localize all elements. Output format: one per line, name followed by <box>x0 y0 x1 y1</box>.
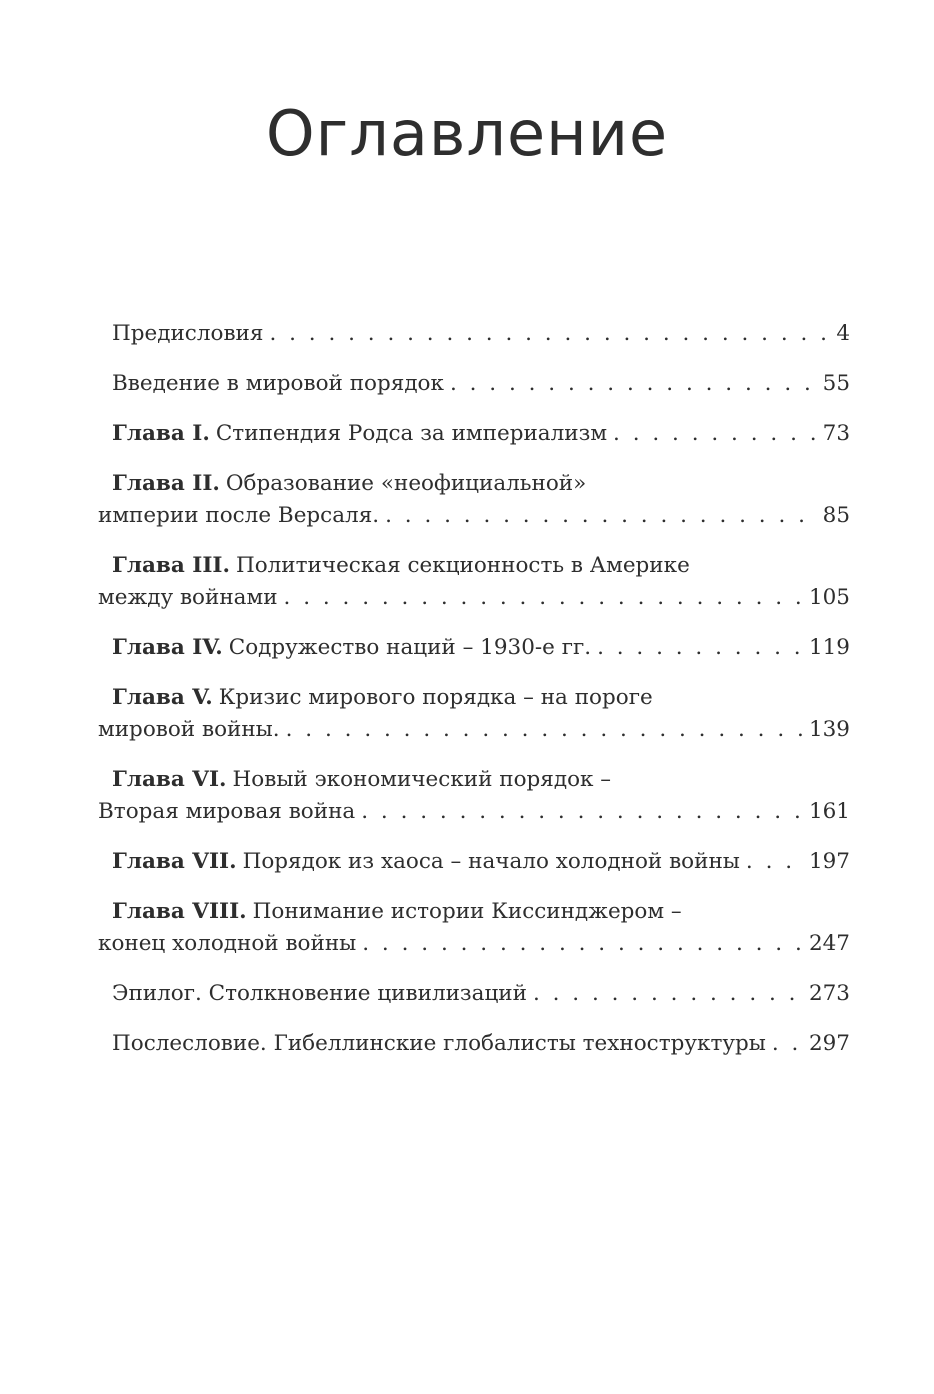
toc-entry-text: Образование «неофициальной» <box>225 471 587 496</box>
toc-entry[interactable] <box>98 318 850 350</box>
table-of-contents <box>98 318 850 1078</box>
toc-entry-chapter-7[interactable] <box>98 846 850 878</box>
toc-entry-text: Предисловия <box>112 321 264 346</box>
page-number: 197 <box>808 849 850 874</box>
toc-entry-text: Новый экономический порядок – <box>232 767 612 792</box>
toc-entry-text-continued: конец холодной войны <box>98 931 357 956</box>
dot-leader <box>284 582 805 614</box>
page-number: 297 <box>808 1031 850 1056</box>
toc-entry-text: Понимание истории Киссинджером – <box>252 899 682 924</box>
toc-entry-chapter-6[interactable] <box>98 764 850 828</box>
toc-entry-text: Эпилог. Столкновение цивилизаций <box>112 981 527 1006</box>
toc-entry-chapter-2[interactable] <box>98 468 850 532</box>
dot-leader <box>385 500 819 532</box>
page-number: 73 <box>822 421 850 446</box>
toc-entry[interactable] <box>98 368 850 400</box>
chapter-label: Глава VII. <box>112 849 237 874</box>
toc-entry-text: Послесловие. Гибеллинские глобалисты техноструктуры <box>112 1031 766 1056</box>
dot-leader <box>450 368 819 400</box>
chapter-label: Глава IV. <box>112 635 223 660</box>
toc-entry-chapter-1[interactable] <box>98 418 850 450</box>
chapter-label: Глава I. <box>112 421 210 446</box>
page-number: 4 <box>836 321 850 346</box>
chapter-label: Глава VIII. <box>112 899 247 924</box>
chapter-label: Глава VI. <box>112 767 227 792</box>
toc-entry-chapter-4[interactable] <box>98 632 850 664</box>
page-number: 247 <box>808 931 850 956</box>
page-number: 273 <box>808 981 850 1006</box>
toc-entry-text: Политическая секционность в Америке <box>235 553 690 578</box>
dot-leader <box>269 318 832 350</box>
toc-entry-chapter-8[interactable] <box>98 896 850 960</box>
dot-leader <box>362 928 805 960</box>
toc-entry-text-continued: мировой войны. <box>98 717 280 742</box>
page-number: 139 <box>808 717 850 742</box>
toc-entry-text: Порядок из хаоса – начало холодной войны <box>242 849 740 874</box>
toc-entry-afterword[interactable] <box>98 1028 850 1060</box>
toc-entry-chapter-5[interactable] <box>98 682 850 746</box>
toc-entry-text-continued: между войнами <box>98 585 278 610</box>
chapter-label: Глава V. <box>112 685 213 710</box>
dot-leader <box>533 978 805 1010</box>
page-number: 105 <box>808 585 850 610</box>
dot-leader <box>597 632 805 664</box>
toc-entry-chapter-3[interactable] <box>98 550 850 614</box>
dot-leader <box>286 714 805 746</box>
dot-leader <box>613 418 819 450</box>
dot-leader <box>361 796 805 828</box>
page-number: 85 <box>822 503 850 528</box>
toc-entry-text-continued: империи после Версаля. <box>98 503 380 528</box>
page-title: Оглавление <box>265 97 669 170</box>
dot-leader <box>772 1028 805 1060</box>
toc-entry-text: Кризис мирового порядка – на пороге <box>218 685 653 710</box>
chapter-label: Глава III. <box>112 553 230 578</box>
page-number: 55 <box>822 371 850 396</box>
chapter-label: Глава II. <box>112 471 220 496</box>
toc-entry-text-continued: Вторая мировая война <box>98 799 356 824</box>
page-number: 161 <box>808 799 850 824</box>
dot-leader <box>746 846 805 878</box>
page-number: 119 <box>808 635 850 660</box>
toc-entry-epilogue[interactable] <box>98 978 850 1010</box>
toc-entry-text: Введение в мировой порядок <box>112 371 444 396</box>
toc-entry-text: Содружество наций – 1930-е гг. <box>228 635 592 660</box>
toc-entry-text: Стипендия Родса за империализм <box>215 421 608 446</box>
